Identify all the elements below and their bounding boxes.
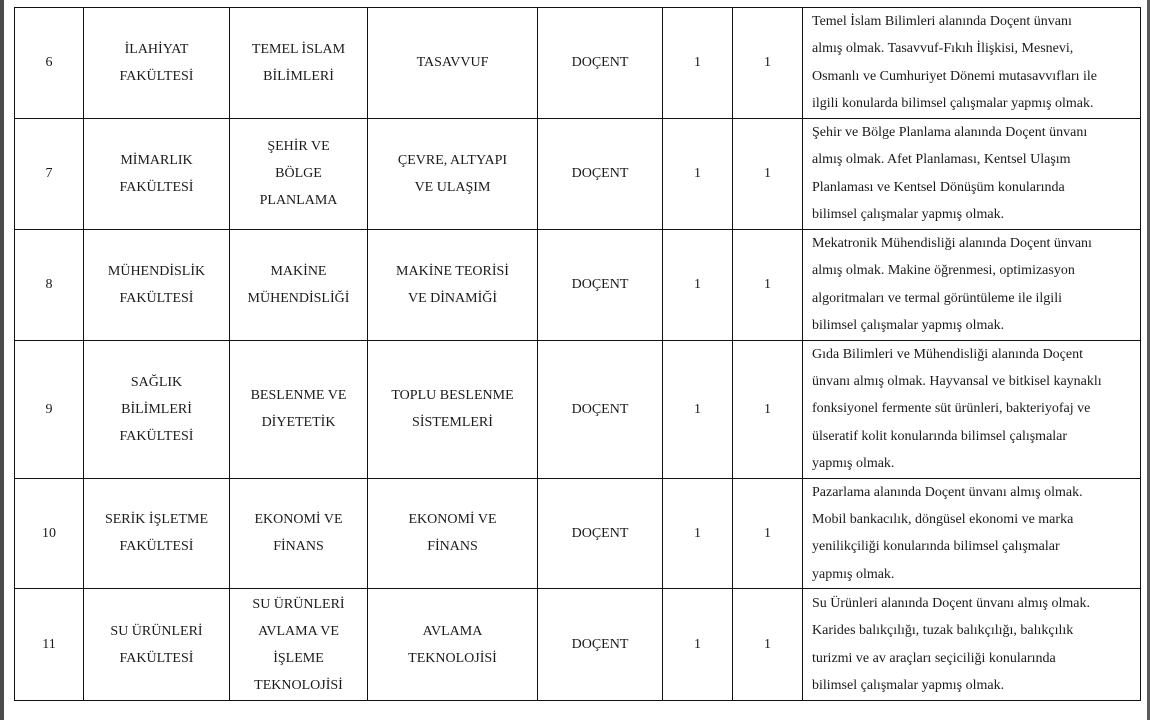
faculty-cell (84, 118, 230, 229)
description-line: Su Ürünleri alanında Doçent ünvanı almış olmak. (812, 595, 1090, 611)
description-cell (803, 229, 1141, 340)
title-cell: DOÇENT (538, 118, 663, 229)
program-cell (368, 229, 538, 340)
faculty-cell (84, 589, 230, 701)
degree-cell: 1 (733, 589, 803, 701)
program-line: TEKNOLOJİSİ (408, 650, 497, 666)
count-cell: 1 (663, 340, 733, 478)
department-line: DİYETETİK (261, 415, 336, 431)
description-line: ilgili konularda bilimsel çalışmalar yapmış olmak. (812, 96, 1094, 112)
description-line: Şehir ve Bölge Planlama alanında Doçent ünvanı (812, 124, 1088, 140)
department-line: AVLAMA VE (258, 623, 339, 639)
row-number: 10 (15, 478, 84, 589)
table-row (15, 8, 1141, 119)
department-line: BİLİMLERİ (263, 68, 334, 84)
row-number: 7 (15, 118, 84, 229)
description-line: Gıda Bilimleri ve Mühendisliği alanında Doçent (812, 346, 1083, 362)
description-line: ülseratif kolit konularında bilimsel çalışmalar (812, 428, 1068, 444)
department-cell (230, 229, 368, 340)
program-line: AVLAMA (422, 623, 483, 639)
description-line: fonksiyonel fermente süt ürünleri, bakteriyofaj ve (812, 401, 1091, 417)
department-line: MÜHENDİSLİĞİ (247, 290, 350, 306)
department-cell (230, 340, 368, 478)
faculty-line: SAĞLIK (130, 374, 183, 390)
degree-cell: 1 (733, 118, 803, 229)
description-line: yapmış olmak. (812, 566, 895, 582)
description-line: algoritmaları ve termal görüntüleme ile ilgili (812, 290, 1062, 306)
program-cell (368, 8, 538, 119)
department-line: FİNANS (273, 539, 324, 555)
program-cell (368, 118, 538, 229)
description-cell (803, 118, 1141, 229)
faculty-line: SERİK İŞLETME (104, 512, 209, 528)
description-line: bilimsel çalışmalar yapmış olmak. (812, 207, 1005, 223)
description-cell (803, 8, 1141, 119)
program-line: EKONOMİ VE (408, 512, 497, 528)
row-number: 8 (15, 229, 84, 340)
count-cell: 1 (663, 478, 733, 589)
count-cell: 1 (663, 229, 733, 340)
department-line: EKONOMİ VE (254, 512, 343, 528)
description-line: almış olmak. Makine öğrenmesi, optimizasyon (812, 263, 1075, 279)
program-cell (368, 589, 538, 701)
count-cell: 1 (663, 118, 733, 229)
window-frame-left (0, 0, 4, 720)
description-line: Temel İslam Bilimleri alanında Doçent ünvanı (812, 14, 1072, 29)
degree-cell: 1 (733, 478, 803, 589)
table-row (15, 229, 1141, 340)
faculty-cell (84, 229, 230, 340)
department-line: ŞEHİR VE (267, 139, 330, 155)
degree-cell: 1 (733, 340, 803, 478)
program-line: SİSTEMLERİ (412, 415, 493, 431)
title-cell: DOÇENT (538, 478, 663, 589)
program-cell (368, 478, 538, 589)
description-line: Pazarlama alanında Doçent ünvanı almış olmak. (812, 484, 1083, 500)
department-line: MAKİNE (270, 263, 327, 279)
description-cell (803, 340, 1141, 478)
title-cell: DOÇENT (538, 340, 663, 478)
faculty-line: SU ÜRÜNLERİ (110, 623, 203, 639)
row-number: 6 (15, 8, 84, 119)
department-line: SU ÜRÜNLERİ (252, 596, 345, 612)
faculty-cell (84, 340, 230, 478)
degree-cell: 1 (733, 8, 803, 119)
description-line: almış olmak. Tasavvuf-Fıkıh İlişkisi, Mesnevi, (812, 41, 1074, 57)
department-line: PLANLAMA (259, 193, 338, 209)
description-line: bilimsel çalışmalar yapmış olmak. (812, 678, 1005, 694)
department-line: TEKNOLOJİSİ (254, 677, 343, 693)
faculty-cell (84, 478, 230, 589)
department-line: BESLENME VE (250, 388, 347, 404)
description-line: yenilikçiliği konularında bilimsel çalışmalar (812, 539, 1060, 555)
faculty-line: BİLİMLERİ (121, 401, 192, 417)
faculty-line: FAKÜLTESİ (119, 428, 194, 444)
faculty-cell (84, 8, 230, 119)
program-line: FİNANS (427, 539, 478, 555)
title-cell: DOÇENT (538, 589, 663, 701)
department-line: TEMEL İSLAM (251, 41, 346, 57)
description-line: Mekatronik Mühendisliği alanında Doçent ünvanı (812, 235, 1092, 251)
program-line: ÇEVRE, ALTYAPI (397, 152, 508, 168)
description-line: Planlaması ve Kentsel Dönüşüm konularında (812, 179, 1065, 195)
department-cell (230, 589, 368, 701)
department-cell (230, 8, 368, 119)
program-line: VE ULAŞIM (414, 179, 491, 195)
program-line: VE DİNAMİĞİ (407, 290, 498, 306)
program-cell (368, 340, 538, 478)
description-line: bilimsel çalışmalar yapmış olmak. (812, 318, 1005, 334)
department-cell (230, 118, 368, 229)
degree-cell: 1 (733, 229, 803, 340)
row-number: 11 (15, 589, 84, 701)
description-line: Karides balıkçılığı, tuzak balıkçılığı, balıkçılık (812, 623, 1074, 639)
description-line: almış olmak. Afet Planlaması, Kentsel Ulaşım (812, 152, 1071, 168)
faculty-line: FAKÜLTESİ (119, 539, 194, 555)
description-cell (803, 589, 1141, 701)
program-line: MAKİNE TEORİSİ (396, 263, 509, 279)
count-cell: 1 (663, 589, 733, 701)
row-number: 9 (15, 340, 84, 478)
table-body (15, 8, 1141, 701)
description-line: yapmış olmak. (812, 456, 895, 472)
faculty-line: FAKÜLTESİ (119, 290, 194, 306)
department-line: İŞLEME (273, 650, 324, 666)
count-cell: 1 (663, 8, 733, 119)
description-line: turizmi ve av araçları seçiciliği konularında (812, 650, 1056, 666)
faculty-line: FAKÜLTESİ (119, 68, 194, 84)
faculty-line: MİMARLIK (120, 152, 193, 168)
faculty-line: FAKÜLTESİ (119, 650, 194, 666)
table-row (15, 118, 1141, 229)
description-cell (803, 478, 1141, 589)
department-line: BÖLGE (275, 166, 322, 182)
description-line: ünvanı almış olmak. Hayvansal ve bitkisel kaynaklı (812, 374, 1102, 390)
description-line: Mobil bankacılık, döngüsel ekonomi ve marka (812, 512, 1074, 528)
title-cell: DOÇENT (538, 229, 663, 340)
title-cell: DOÇENT (538, 8, 663, 119)
description-line: Osmanlı ve Cumhuriyet Dönemi mutasavvıfları ile (812, 68, 1097, 84)
faculty-line: MÜHENDİSLİK (107, 263, 206, 279)
program-line: TOPLU BESLENME (391, 388, 514, 404)
table-row (15, 478, 1141, 589)
faculty-position-table (14, 7, 1141, 701)
faculty-line: FAKÜLTESİ (119, 179, 194, 195)
table-row (15, 340, 1141, 478)
department-cell (230, 478, 368, 589)
faculty-line: İLAHİYAT (124, 41, 189, 57)
program-line: TASAVVUF (416, 55, 489, 71)
table-row (15, 589, 1141, 701)
